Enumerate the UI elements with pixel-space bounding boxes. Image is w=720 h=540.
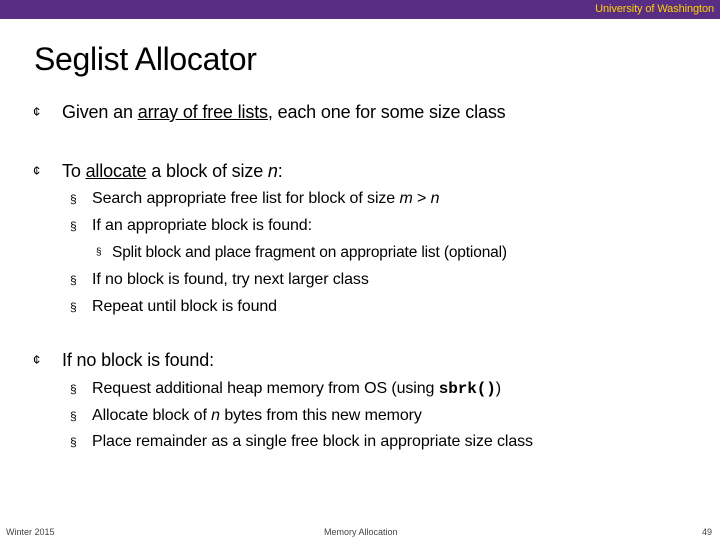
italic-variable: n	[430, 190, 440, 207]
code-sbrk: sbrk()	[438, 380, 496, 398]
sub-bullet-marker-icon: §	[70, 382, 77, 396]
bullet-marker-icon: ¢	[33, 104, 41, 119]
sub-sub-bullet-marker-icon: §	[96, 247, 102, 258]
sub-bullet-marker-icon: §	[70, 300, 77, 314]
text-segment: )	[495, 380, 501, 397]
text-segment: :	[277, 161, 283, 181]
sub-sub-bullet-text: Split block and place fragment on appropriate list (optional)	[112, 244, 507, 261]
sub-bullet-text: If no block is found, try next larger class	[92, 271, 369, 288]
sub-bullet-marker-icon: §	[70, 273, 77, 287]
sub-bullet-text	[92, 378, 501, 400]
text-segment: Allocate block of	[92, 407, 212, 424]
sub-bullet-marker-icon: §	[70, 435, 77, 449]
italic-variable: n	[267, 161, 278, 181]
underlined-term: allocate	[85, 161, 147, 181]
italic-variable: n	[211, 407, 220, 424]
sub-bullet-marker-icon: §	[70, 219, 77, 233]
sub-bullet-text	[92, 188, 439, 210]
text-segment: , each one for some size class	[267, 102, 506, 122]
header-bar	[0, 0, 720, 19]
bullet-marker-icon: ¢	[33, 352, 41, 367]
text-segment: Search appropriate free list for block of size	[92, 190, 400, 207]
slide-number: 49	[701, 527, 712, 537]
bullet-text	[62, 159, 283, 183]
text-segment: To	[62, 161, 86, 181]
bullet-marker-icon: ¢	[33, 163, 41, 178]
sub-bullet-text	[92, 405, 422, 427]
sub-bullet-text: Place remainder as a single free block in appropriate size class	[92, 433, 533, 450]
italic-variable: m	[399, 190, 413, 207]
text-segment: Request additional heap memory from OS (using	[92, 380, 439, 397]
underlined-term: array of free lists	[137, 102, 268, 122]
footer-term: Winter 2015	[6, 527, 55, 537]
text-segment: >	[412, 190, 431, 207]
text-segment: Given an	[62, 102, 138, 122]
sub-bullet-marker-icon: §	[70, 192, 77, 206]
footer-topic: Memory Allocation	[324, 527, 398, 537]
slide-title: Seglist Allocator	[34, 41, 257, 77]
bullet-text	[62, 100, 506, 124]
institution-label: University of Washington	[595, 3, 714, 15]
text-segment: bytes from this new memory	[219, 407, 422, 424]
sub-bullet-text: Repeat until block is found	[92, 298, 277, 315]
sub-bullet-marker-icon: §	[70, 409, 77, 423]
sub-bullet-text: If an appropriate block is found:	[92, 217, 312, 234]
text-segment: a block of size	[146, 161, 268, 181]
bullet-text: If no block is found:	[62, 350, 214, 370]
